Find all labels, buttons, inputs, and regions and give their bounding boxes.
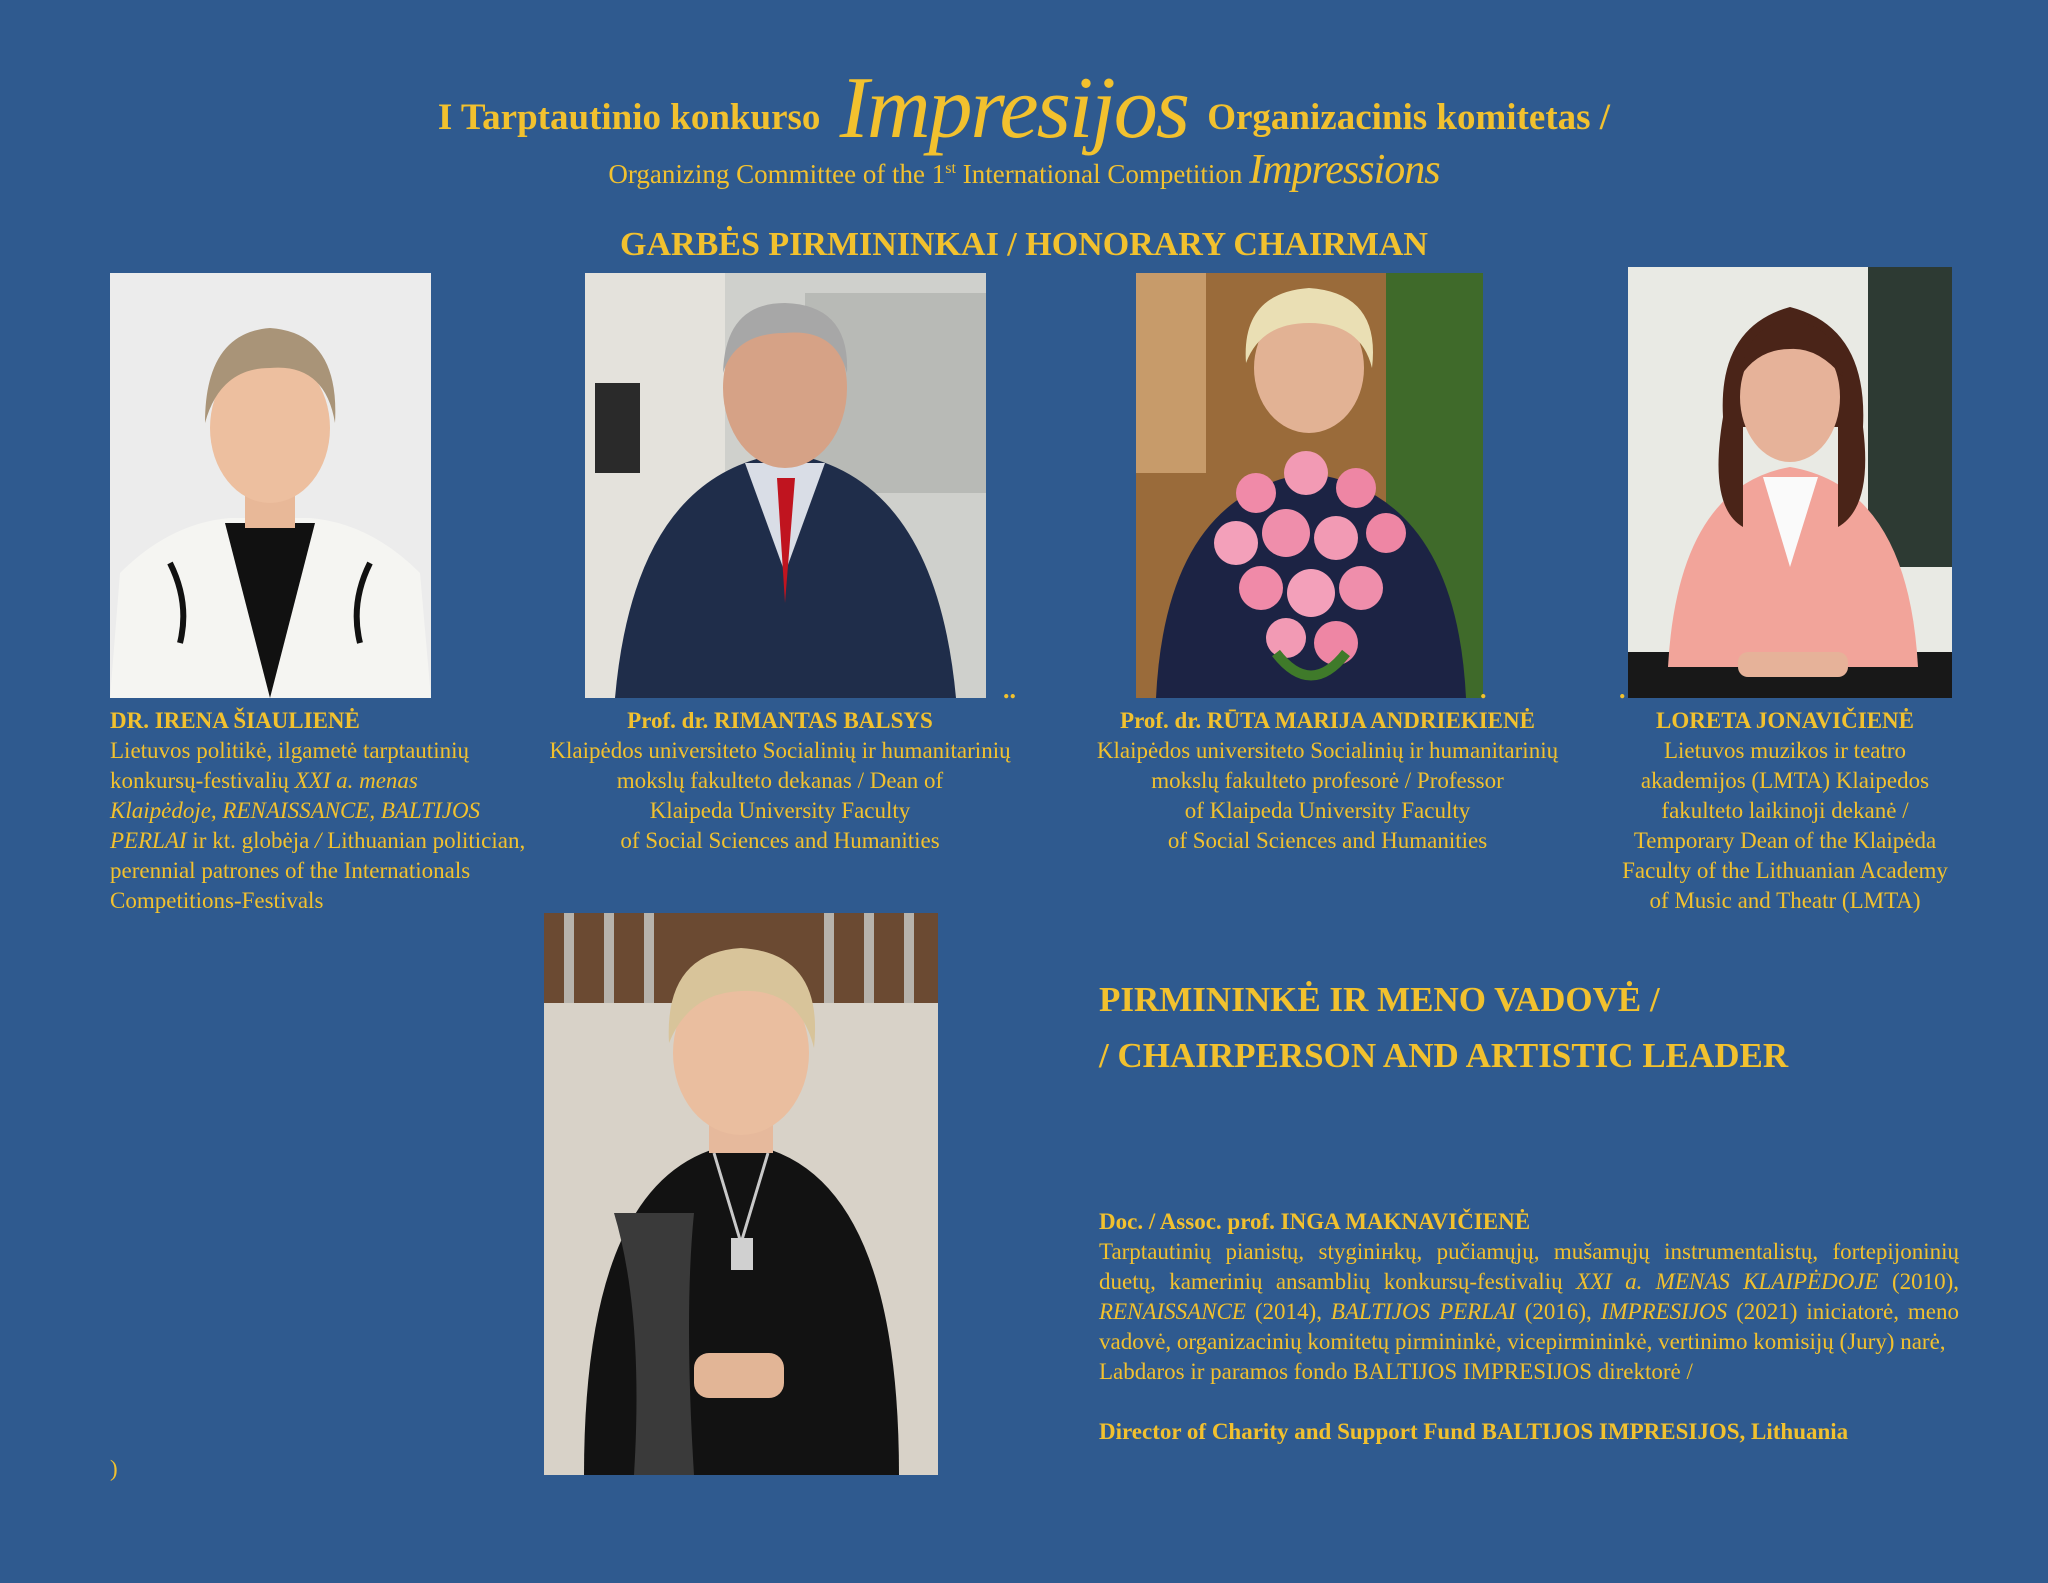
title-script-logo: Impresijos [839, 60, 1188, 157]
chair-heading: PIRMININKĖ IR MENO VADOVĖ / / CHAIRPERSON AND ARTISTIC LEADER [1099, 980, 1789, 1075]
chair-bio [1099, 1207, 1959, 1447]
stray-mark: .. [1003, 675, 1016, 704]
title-prefix: I Tarptautinio konkurso [437, 97, 821, 138]
photo-loreta-jonaviciene [1628, 267, 1952, 698]
member-name: Prof. dr. RIMANTAS BALSYS [627, 708, 933, 733]
subtitle-script-logo: Impressions [1249, 147, 1440, 193]
member-rimantas-balsys [525, 706, 1035, 856]
subtitle-sup: st [945, 160, 956, 177]
stray-mark: . [1619, 675, 1626, 704]
subtitle-suffix: International Competition [962, 159, 1243, 189]
member-irena-siauliene [110, 706, 590, 916]
stray-mark: . [1480, 675, 1487, 704]
page-subtitle [0, 146, 2048, 194]
chair-name: Doc. / Assoc. prof. INGA MAKNAVIČIENĖ [1099, 1209, 1531, 1234]
subtitle-prefix: Organizing Committee of the 1 [608, 159, 946, 189]
footer-mark: ) [110, 1456, 118, 1481]
honorary-heading: GARBĖS PIRMININKAI / HONORARY CHAIRMAN [620, 226, 1428, 263]
chair-director-line: Director of Charity and Support Fund BALTIJOS IMPRESIJOS, Lithuania [1099, 1419, 1849, 1444]
member-name: DR. IRENA ŠIAULIENĖ [110, 708, 360, 733]
title-suffix: Organizacinis komitetas / [1207, 97, 1611, 138]
member-description: Klaipėdos universiteto Socialinių ir humanitarinių mokslų fakulteto profesorė / Professor of Klaipeda University Faculty of Social Sciences and Humanities [1096, 738, 1559, 853]
member-ruta-marija-andriekiene [1060, 706, 1595, 856]
photo-ruta-marija-andriekiene [1136, 273, 1483, 698]
photo-rimantas-balsys [585, 273, 986, 698]
chair-fund-line: Labdaros ir paramos fondo BALTIJOS IMPRESIJOS direktorė / [1099, 1359, 1693, 1384]
member-description: Lietuvos muzikos ir teatro akademijos (LMTA) Klaipedos fakulteto laikinoji dekanė / Temporary Dean of the Klaipėda Faculty of the Lithuanian Academy of Music and Theatr (LMTA) [1622, 738, 1948, 913]
member-description: Klaipėdos universiteto Socialinių ir humanitarinių mokslų fakulteto dekanas / Dean of Klaipeda University Faculty of Social Sciences and Humanities [549, 738, 1011, 853]
member-description: Lietuvos politikė, ilgametė tarptautinių konkursų-festivalių XXI a. menas Klaipėdoje, RENAISSANCE, BALTIJOS PERLAI ir kt. globėja / Lithuanian politician, perennial patrones of the Internationals Competitions-Festivals [110, 738, 526, 913]
page-title [0, 58, 2048, 159]
member-loreta-jonaviciene [1590, 706, 1980, 916]
member-name: LORETA JONAVIČIENĖ [1656, 708, 1914, 733]
photo-irena-siauliene [110, 273, 431, 698]
member-name: Prof. dr. RŪTA MARIJA ANDRIEKIENĖ [1120, 708, 1535, 733]
photo-inga-maknaviciene [544, 913, 938, 1475]
spacer [1099, 1387, 1959, 1417]
chair-description: Tarptautinių pianistų, styginінkų, pučiamųjų, mušamųjų instrumentalistų, fortepijoninių duetų, kamerinių ansamblių konkursų-festivalių XXI a. MENAS KLAIPĖDOJE (2010), RENAISSANCE (2014), BALTIJOS PERLAI (2016), IMPRESIJOS (2021) iniciatorė, meno vadovė, organizacinių komitetų pirmininkė, vicepirmininkė, vertinimo komisijų (Jury) narė, [1099, 1239, 1960, 1354]
